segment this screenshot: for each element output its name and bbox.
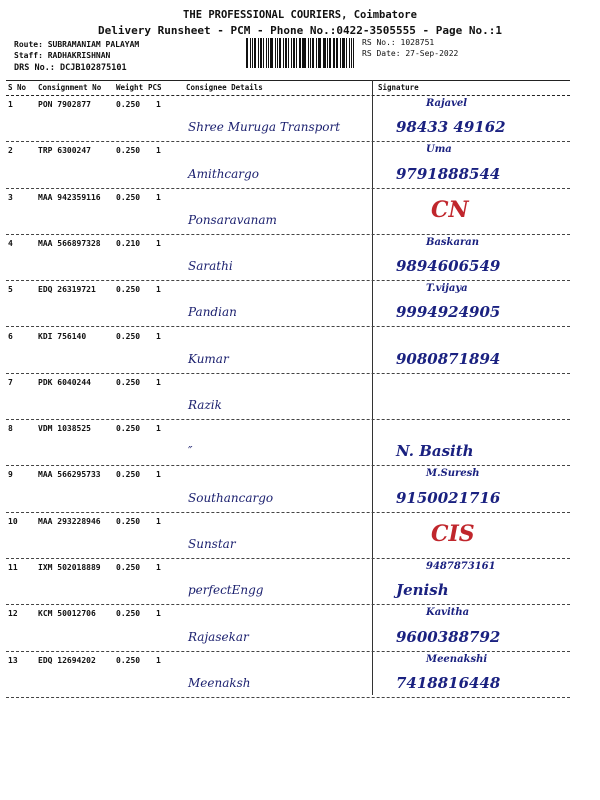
barcode-bar xyxy=(319,38,321,68)
rs-number: RS No.: 1028751 xyxy=(362,38,435,47)
col-pcs: PCS xyxy=(148,83,162,92)
signature-phone: Jenish xyxy=(396,581,449,600)
barcode-bar xyxy=(254,38,257,68)
table-header xyxy=(6,80,570,96)
row-consignment: KDI 756140 xyxy=(38,331,87,341)
row-pcs: 1 xyxy=(156,377,161,387)
row-pcs: 1 xyxy=(156,192,161,202)
signature-phone: 98433 49162 xyxy=(396,118,506,137)
col-consignee: Consignee Details xyxy=(186,83,263,92)
row-pcs: 1 xyxy=(156,331,161,341)
barcode-bar xyxy=(258,38,259,68)
row-pcs: 1 xyxy=(156,100,161,109)
barcode-bar xyxy=(312,38,314,68)
row-pcs: 1 xyxy=(156,655,161,665)
table-row xyxy=(6,142,570,188)
row-consignment: PON 7902877 xyxy=(38,100,91,109)
table-row xyxy=(6,605,570,651)
row-consignment: TRP 6300247 xyxy=(38,146,91,156)
row-pcs: 1 xyxy=(156,424,161,434)
barcode xyxy=(246,38,356,68)
signature-name: Kavitha xyxy=(426,607,470,619)
row-consignment: MAA 942359116 xyxy=(38,192,101,202)
barcode-bar xyxy=(263,38,264,68)
row-sno: 8 xyxy=(8,424,13,434)
row-weight: 0.250 xyxy=(116,192,141,202)
signature-phone: 9894606549 xyxy=(396,257,501,276)
route-label: Route: SUBRAMANIAM PALAYAM xyxy=(14,40,140,49)
consignee-handwriting: perfectEngg xyxy=(188,583,264,598)
signature-name: Uma xyxy=(426,144,452,156)
signature-phone: 9080871894 xyxy=(396,349,501,368)
row-sno: 10 xyxy=(8,516,18,526)
consignee-handwriting: Shree Muruga Transport xyxy=(188,120,341,135)
signature-stamp: CN xyxy=(431,196,469,223)
row-weight: 0.250 xyxy=(116,377,141,387)
consignee-handwriting: Rajasekar xyxy=(188,629,249,644)
barcode-bar xyxy=(318,38,319,68)
row-weight: 0.250 xyxy=(116,609,141,619)
barcode-bar xyxy=(283,38,284,68)
signature-name: 9487873161 xyxy=(426,561,496,572)
barcode-bar xyxy=(250,38,251,68)
consignee-handwriting: Sarathi xyxy=(188,259,233,274)
table-row xyxy=(6,466,570,512)
row-pcs: 1 xyxy=(156,470,161,480)
barcode-bar xyxy=(246,38,248,68)
table-row xyxy=(6,96,570,142)
row-separator xyxy=(6,697,570,698)
col-consignment: Consignment No xyxy=(38,83,102,92)
barcode-bar xyxy=(323,38,326,68)
barcode-bar xyxy=(342,38,345,68)
row-consignment: MAA 566295733 xyxy=(38,470,101,480)
row-consignment: MAA 566897328 xyxy=(38,238,101,248)
barcode-bar xyxy=(329,38,331,68)
barcode-bar xyxy=(277,38,278,68)
col-signature: Signature xyxy=(378,83,419,92)
barcode-bar xyxy=(353,38,354,68)
signature-phone: 9791888544 xyxy=(396,164,501,183)
row-sno: 13 xyxy=(8,655,18,665)
signature-stamp: CIS xyxy=(431,520,475,547)
row-weight: 0.250 xyxy=(116,285,141,295)
row-pcs: 1 xyxy=(156,609,161,619)
signature-phone: N. Basith xyxy=(396,442,474,461)
signature-name: Rajavel xyxy=(426,98,468,109)
staff-label: Staff: RADHAKRISHNAN xyxy=(14,51,111,60)
barcode-bar xyxy=(288,38,289,68)
barcode-bar xyxy=(340,38,341,68)
table-row xyxy=(6,374,570,420)
row-pcs: 1 xyxy=(156,285,161,295)
consignee-handwriting: Kumar xyxy=(188,351,229,366)
barcode-bar xyxy=(336,38,338,68)
row-weight: 0.250 xyxy=(116,424,141,434)
barcode-bar xyxy=(303,38,306,68)
company-title: THE PROFESSIONAL COURIERS, Coimbatore xyxy=(183,9,417,21)
col-sno: S No xyxy=(8,83,27,92)
signature-phone: 7418816448 xyxy=(396,673,501,692)
signature-name: Meenakshi xyxy=(426,653,488,665)
row-pcs: 1 xyxy=(156,146,161,156)
row-sno: 5 xyxy=(8,285,13,295)
rs-date: RS Date: 27-Sep-2022 xyxy=(362,49,459,58)
barcode-bar xyxy=(349,38,351,68)
row-sno: 4 xyxy=(8,238,13,248)
consignee-handwriting: Pandian xyxy=(188,305,237,320)
row-sno: 7 xyxy=(8,377,13,387)
row-consignment: VDM 1038525 xyxy=(38,424,91,434)
row-weight: 0.250 xyxy=(116,516,141,526)
table-row xyxy=(6,328,570,374)
signature-name: T.vijaya xyxy=(426,283,468,295)
signature-phone: 9600388792 xyxy=(396,627,501,646)
barcode-bar xyxy=(327,38,328,68)
row-sno: 1 xyxy=(8,100,13,109)
barcode-bar xyxy=(333,38,334,68)
row-consignment: IXM 502018889 xyxy=(38,563,101,572)
barcode-bar xyxy=(266,38,267,68)
row-weight: 0.250 xyxy=(116,563,141,572)
table-row xyxy=(6,513,570,559)
row-sno: 12 xyxy=(8,609,18,619)
table-row xyxy=(6,652,570,698)
row-pcs: 1 xyxy=(156,516,161,526)
consignee-handwriting: Razik xyxy=(188,398,222,413)
row-weight: 0.250 xyxy=(116,331,141,341)
row-sno: 6 xyxy=(8,331,13,341)
row-pcs: 1 xyxy=(156,563,161,572)
row-sno: 11 xyxy=(8,563,18,572)
barcode-bar xyxy=(308,38,309,68)
signature-name: M.Suresh xyxy=(426,468,480,480)
table-row xyxy=(6,235,570,281)
row-sno: 3 xyxy=(8,192,13,202)
row-sno: 9 xyxy=(8,470,13,480)
table-row xyxy=(6,281,570,327)
barcode-bar xyxy=(310,38,311,68)
consignee-handwriting: Amithcargo xyxy=(188,166,259,181)
row-consignment: KCM 50012706 xyxy=(38,609,96,619)
row-weight: 0.250 xyxy=(116,146,141,156)
consignee-handwriting: Ponsaravanam xyxy=(188,212,277,227)
row-consignment: PDK 6040244 xyxy=(38,377,91,387)
row-consignment: EDQ 12694202 xyxy=(38,655,96,665)
consignee-handwriting: Meenaksh xyxy=(188,675,251,690)
barcode-bar xyxy=(296,38,297,68)
barcode-bar xyxy=(299,38,301,68)
row-weight: 0.210 xyxy=(116,238,141,248)
row-weight: 0.250 xyxy=(116,655,141,665)
consignee-handwriting: ″ xyxy=(188,444,193,459)
drs-label: DRS No.: DCJB102875101 xyxy=(14,63,127,73)
row-weight: 0.250 xyxy=(116,100,141,109)
row-sno: 2 xyxy=(8,146,13,156)
runsheet-title: Delivery Runsheet - PCM - Phone No.:0422-3505555 - Page No.:1 xyxy=(98,24,502,37)
signature-phone: 9994924905 xyxy=(396,303,501,322)
barcode-bar xyxy=(285,38,288,68)
row-weight: 0.250 xyxy=(116,470,141,480)
signature-phone: 9150021716 xyxy=(396,488,501,507)
barcode-bar xyxy=(268,38,270,68)
barcode-bar xyxy=(302,38,303,68)
row-consignment: MAA 293228946 xyxy=(38,516,101,526)
table-row xyxy=(6,559,570,605)
barcode-bar xyxy=(275,38,276,68)
barcode-bar xyxy=(346,38,347,68)
signature-name: Baskaran xyxy=(426,236,479,248)
consignee-handwriting: Sunstar xyxy=(188,536,236,551)
consignee-handwriting: Southancargo xyxy=(188,490,274,505)
barcode-bar xyxy=(260,38,262,68)
barcode-bar xyxy=(279,38,281,68)
barcode-bar xyxy=(252,38,253,68)
barcode-bar xyxy=(334,38,335,68)
table-row xyxy=(6,420,570,466)
barcode-bar xyxy=(270,38,273,68)
barcode-bar xyxy=(291,38,292,68)
barcode-bar xyxy=(316,38,317,68)
col-weight: Weight xyxy=(116,83,144,92)
row-pcs: 1 xyxy=(156,238,161,248)
barcode-bar xyxy=(351,38,352,68)
row-consignment: EDQ 26319721 xyxy=(38,285,96,295)
barcode-bar xyxy=(293,38,295,68)
table-row xyxy=(6,189,570,235)
